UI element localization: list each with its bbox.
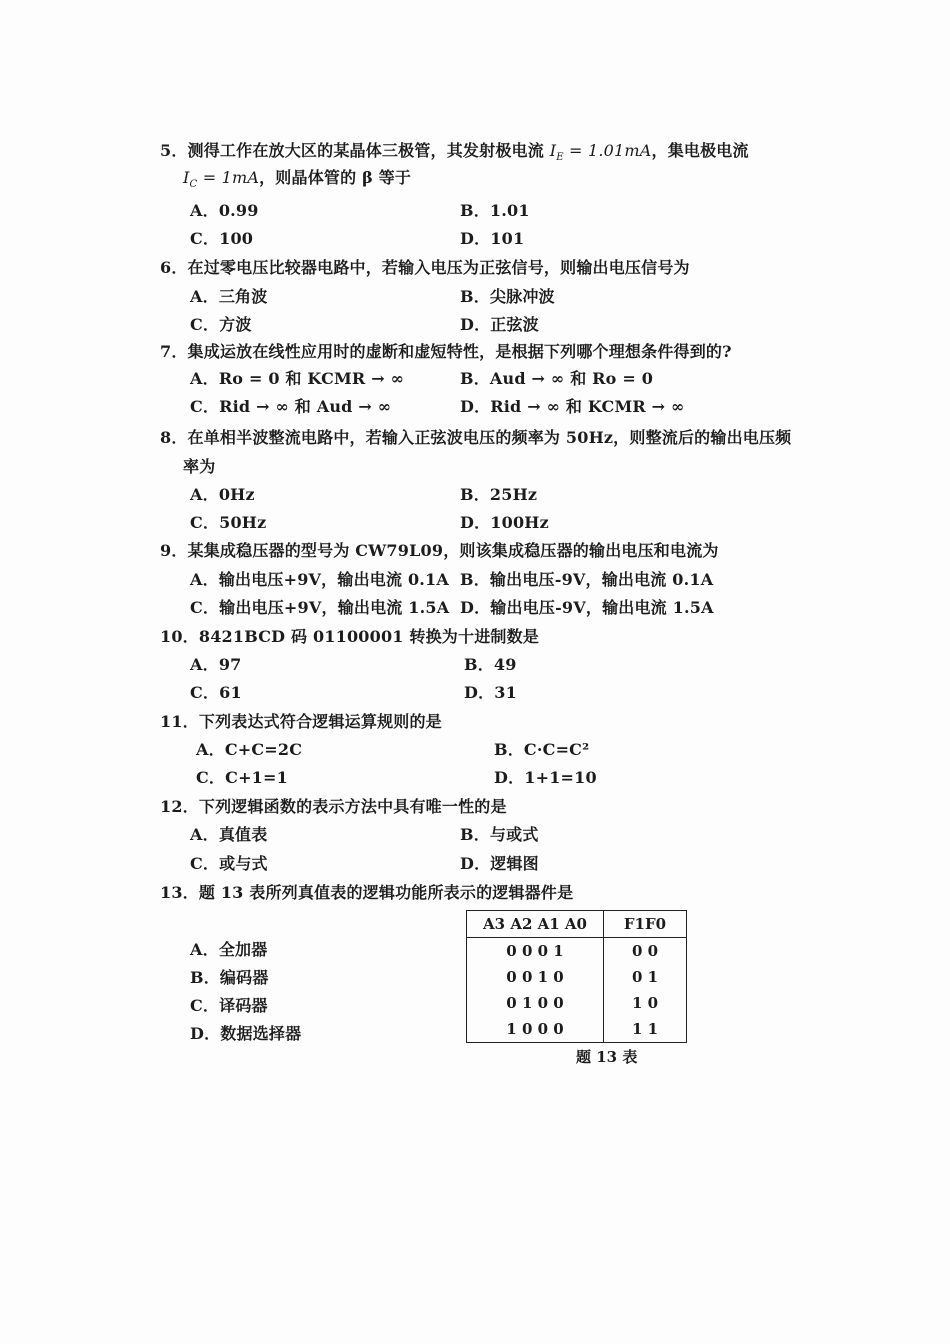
q8-option-c: C．50Hz (190, 513, 267, 532)
q13-option-a: A．全加器 (190, 940, 268, 959)
q12-option-a: A．真值表 (190, 825, 268, 844)
table-row (467, 938, 687, 965)
q9-option-b: B．输出电压-9V，输出电流 0.1A (460, 570, 714, 589)
truth-table-out: 0 0 (604, 938, 687, 965)
table-row (467, 964, 687, 990)
q7-option-a: A．Ro = 0 和 KCMR → ∞ (190, 369, 405, 388)
q13-option-b: B．编码器 (190, 968, 269, 987)
q11-option-a: A．C+C=2C (196, 740, 303, 759)
q13-option-d: D．数据选择器 (190, 1024, 302, 1043)
q12-option-b: B．与或式 (460, 825, 539, 844)
q10-option-a: A．97 (190, 655, 242, 674)
q9-option-c: C．输出电压+9V，输出电流 1.5A (190, 598, 450, 617)
q11-option-d: D．1+1=10 (494, 768, 597, 787)
q12-option-d: D．逻辑图 (460, 854, 539, 873)
q5-option-c: C．100 (190, 229, 254, 248)
q12-option-c: C．或与式 (190, 854, 268, 873)
q7-option-c: C．Rid → ∞ 和 Aud → ∞ (190, 397, 392, 416)
q5-option-d: D．101 (460, 229, 525, 248)
q7-option-d: D．Rid → ∞ 和 KCMR → ∞ (460, 397, 685, 416)
q13-option-c: C．译码器 (190, 996, 268, 1015)
q9-option-d: D．输出电压-9V，输出电流 1.5A (460, 598, 714, 617)
table-row (467, 1016, 687, 1043)
truth-table (466, 910, 687, 1043)
truth-table-output-header: F1F0 (604, 911, 687, 938)
q6-option-c: C．方波 (190, 315, 252, 334)
q9-option-a: A．输出电压+9V，输出电流 0.1A (190, 570, 449, 589)
q6-option-a: A．三角波 (190, 287, 268, 306)
q6-stem: 6．在过零电压比较器电路中，若输入电压为正弦信号，则输出电压信号为 (160, 258, 690, 277)
truth-table-in: 0 1 0 0 (467, 990, 604, 1016)
truth-table-in: 0 0 1 0 (467, 964, 604, 990)
table-row (467, 990, 687, 1016)
q13-stem: 13．题 13 表所列真值表的逻辑功能所表示的逻辑器件是 (160, 883, 574, 902)
q8-option-b: B．25Hz (460, 485, 538, 504)
q10-stem: 10．8421BCD 码 01100001 转换为十进制数是 (160, 627, 540, 646)
q5-option-b: B．1.01 (460, 201, 530, 220)
q12-stem: 12．下列逻辑函数的表示方法中具有唯一性的是 (160, 797, 507, 816)
q8-stem-line1: 8．在单相半波整流电路中，若输入正弦波电压的频率为 50Hz，则整流后的输出电压频 (160, 428, 792, 447)
q8-stem-line2: 率为 (183, 457, 216, 476)
truth-table-in: 1 0 0 0 (467, 1016, 604, 1043)
truth-table-out: 1 0 (604, 990, 687, 1016)
q7-option-b: B．Aud → ∞ 和 Ro = 0 (460, 369, 654, 388)
q11-option-b: B．C·C=C² (494, 740, 590, 759)
q7-stem: 7．集成运放在线性应用时的虚断和虚短特性，是根据下列哪个理想条件得到的? (160, 342, 732, 361)
q5-line2: $I_C = 1mA$，则晶体管的 β 等于 (183, 168, 412, 191)
q8-option-d: D．100Hz (460, 513, 549, 532)
truth-table-out: 0 1 (604, 964, 687, 990)
q10-option-d: D．31 (464, 683, 517, 702)
table-caption: 题 13 表 (576, 1048, 638, 1066)
q5-option-a: A．0.99 (190, 201, 259, 220)
q10-option-c: C．61 (190, 683, 242, 702)
q6-option-b: B．尖脉冲波 (460, 287, 555, 306)
q6-option-d: D．正弦波 (460, 315, 539, 334)
q9-stem: 9．某集成稳压器的型号为 CW79L09，则该集成稳压器的输出电压和电流为 (160, 541, 719, 560)
q8-option-a: A．0Hz (190, 485, 255, 504)
q11-stem: 11．下列表达式符合逻辑运算规则的是 (160, 712, 442, 731)
truth-table-out: 1 1 (604, 1016, 687, 1043)
truth-table-in: 0 0 0 1 (467, 938, 604, 965)
truth-table-input-header: A3 A2 A1 A0 (467, 911, 604, 938)
q5-line1: 5．测得工作在放大区的某晶体三极管，其发射极电流 $I_E = 1.01mA$，集电极电流 (160, 141, 749, 164)
q10-option-b: B．49 (464, 655, 517, 674)
q11-option-c: C．C+1=1 (196, 768, 288, 787)
